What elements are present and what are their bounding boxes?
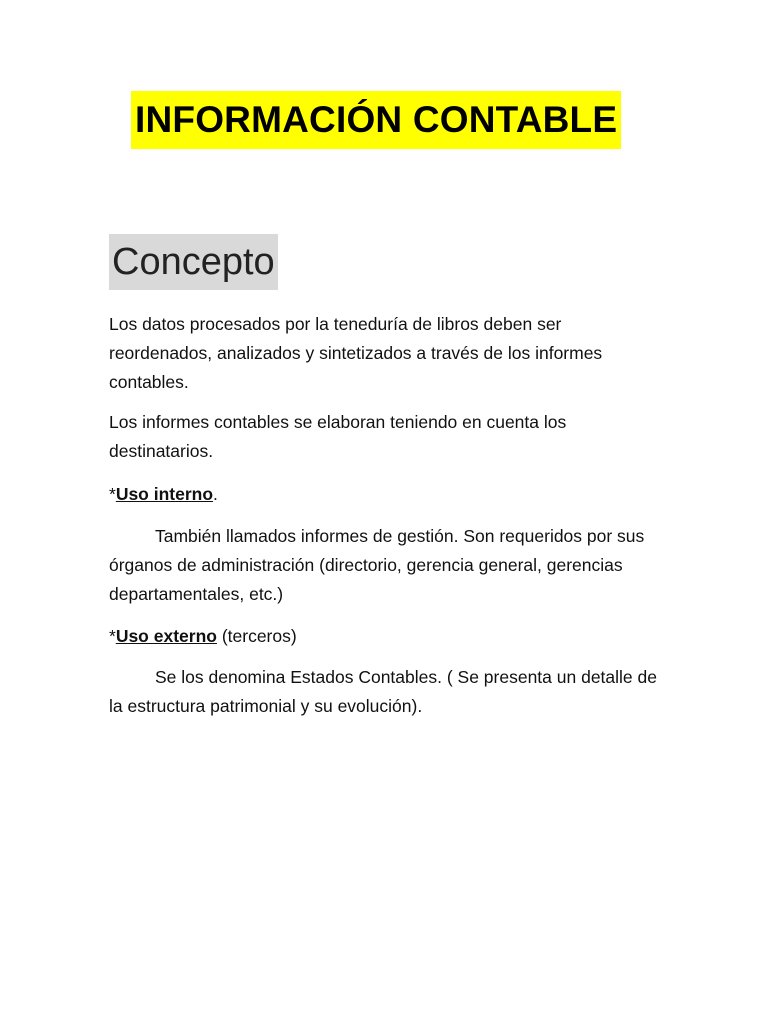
uso-interno-line xyxy=(109,480,669,509)
uso-externo-description: Se los denomina Estados Contables. ( Se presenta un detalle de la estructura patrimonial y su evolución). xyxy=(109,667,657,716)
paragraph-datos-procesados: Los datos procesados por la teneduría de libros deben ser reordenados, analizados y sintetizados a través de los informes contables. xyxy=(109,314,603,392)
uso-externo-line xyxy=(109,622,669,651)
uso-externo-prefix: * xyxy=(109,626,116,646)
uso-interno-prefix: * xyxy=(109,484,116,504)
uso-interno-suffix: . xyxy=(213,484,218,504)
uso-interno-label: Uso interno xyxy=(115,484,214,504)
uso-externo-suffix: (terceros) xyxy=(216,626,297,646)
uso-interno-description: También llamados informes de gestión. Son requeridos por sus órganos de administración (directorio, gerencia general, gerencias departamentales, etc.) xyxy=(109,526,645,604)
document-title: INFORMACIÓN CONTABLE xyxy=(131,91,621,149)
uso-externo-label: Uso externo xyxy=(115,626,217,646)
section-heading: Concepto xyxy=(109,234,278,290)
paragraph-informes-contables: Los informes contables se elaboran teniendo en cuenta los destinatarios. xyxy=(109,412,567,461)
